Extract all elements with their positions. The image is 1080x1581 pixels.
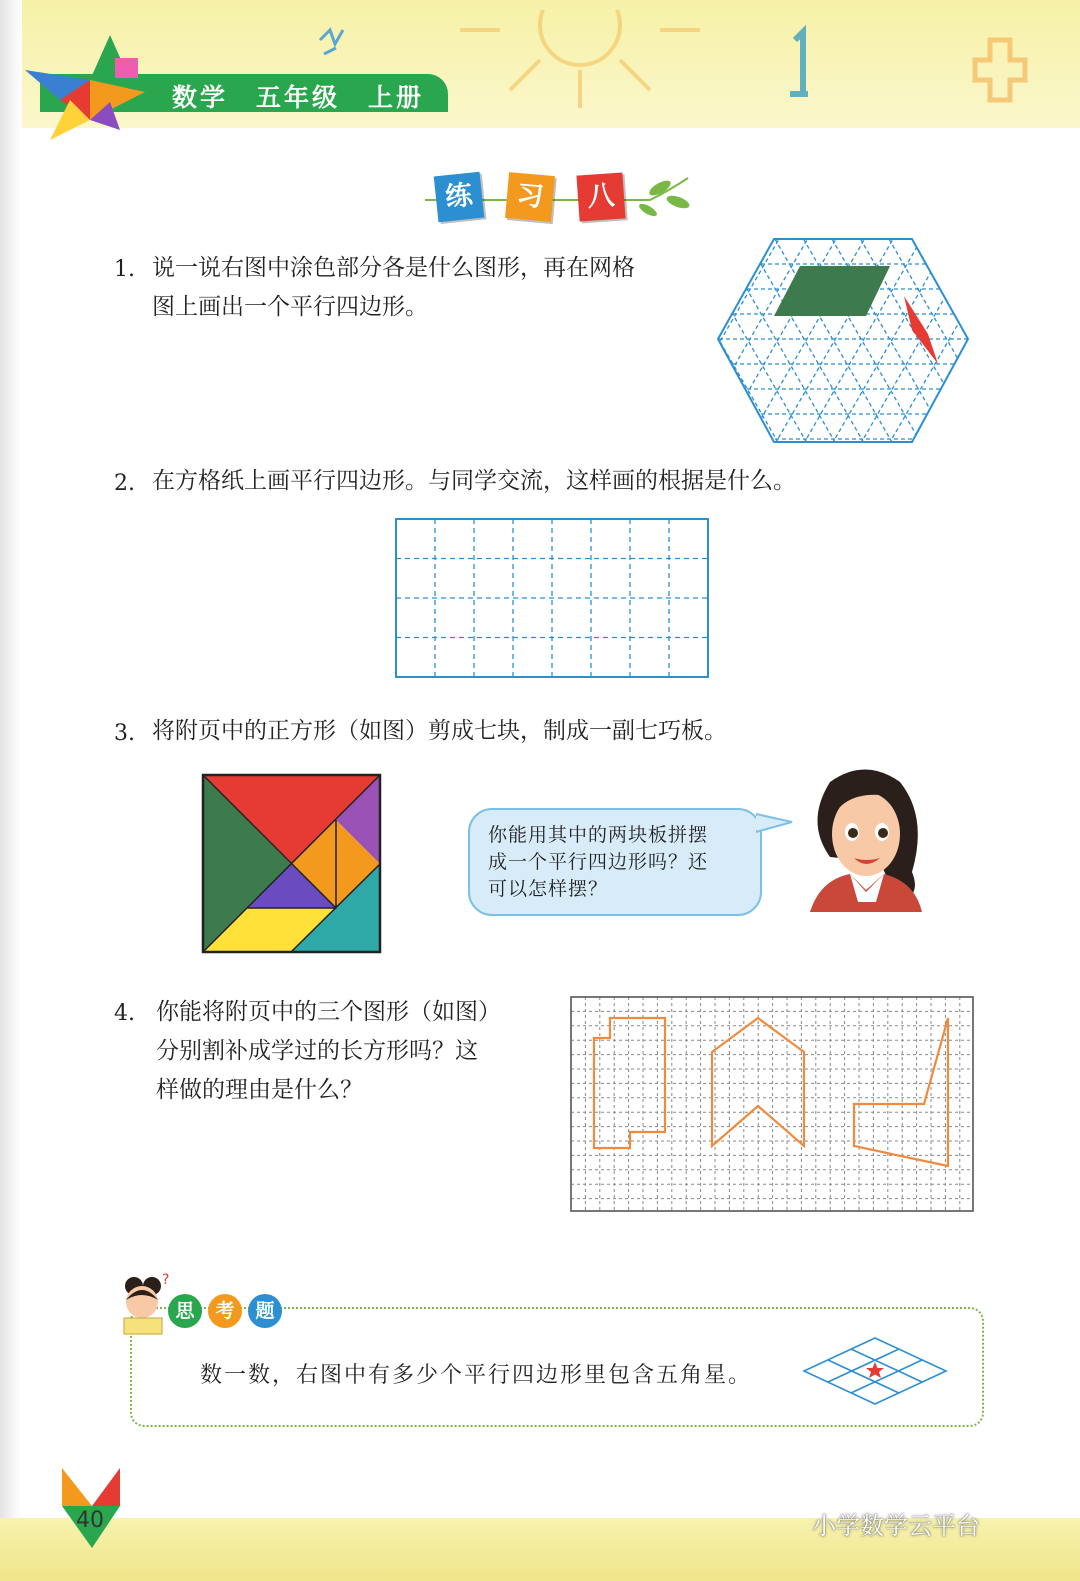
question-number: 3. — [114, 721, 135, 746]
bubble-line: 可以怎样摆？ — [488, 878, 609, 900]
star-icon — [866, 1362, 884, 1378]
question-number: 1. — [114, 257, 135, 282]
question-4-line: 你能将附页中的三个图形（如图） — [156, 999, 501, 1025]
shape-cross — [594, 1018, 665, 1148]
square-grid-figure — [394, 517, 712, 680]
question-number: 2. — [114, 471, 135, 496]
think-title-char: 题 — [248, 1294, 282, 1328]
shapes-grid-figure — [570, 996, 976, 1214]
page-number: 40 — [76, 1508, 104, 1533]
question-3-line: 将附页中的正方形（如图）剪成七块，制成一副七巧板。 — [152, 718, 727, 744]
tangram-square — [200, 772, 384, 956]
rhombus-grid-figure — [800, 1336, 950, 1406]
think-title-char: 思 — [168, 1294, 202, 1328]
page-edge — [0, 0, 22, 1581]
header-title: 数学 五年级 上册 — [172, 83, 425, 112]
think-title-char: 考 — [208, 1294, 242, 1328]
tangram-logo — [20, 30, 155, 145]
question-4-line: 分别割补成学过的长方形吗？这 — [156, 1038, 478, 1064]
bubble-text — [488, 822, 750, 903]
girl-illustration — [800, 762, 930, 912]
question-2-line: 在方格纸上画平行四边形。与同学交流，这样画的根据是什么。 — [152, 468, 796, 494]
question-4-line: 样做的理由是什么？ — [156, 1077, 363, 1103]
section-title-char: 练 — [434, 172, 485, 223]
watermark: 小学数学云平台 — [812, 1512, 980, 1540]
bubble-tail — [756, 812, 796, 836]
triangle-grid-figure — [712, 234, 974, 450]
question-1-line: 图上画出一个平行四边形。 — [152, 294, 428, 320]
question-number: 4. — [114, 1001, 135, 1026]
bubble-line: 你能用其中的两块板拼摆 — [488, 824, 709, 846]
section-title-char: 习 — [505, 172, 555, 222]
red-rhombus — [904, 296, 938, 364]
svg-text:?: ? — [162, 1272, 170, 1288]
question-1-line: 说一说右图中涂色部分各是什么图形，再在网格 — [152, 255, 635, 281]
think-question: 数一数，右图中有多少个平行四边形里包含五角星。 — [200, 1363, 753, 1388]
thinking-girl-icon — [112, 1272, 172, 1338]
section-title-char: 八 — [576, 172, 625, 221]
bubble-line: 成一个平行四边形吗？还 — [488, 851, 709, 873]
